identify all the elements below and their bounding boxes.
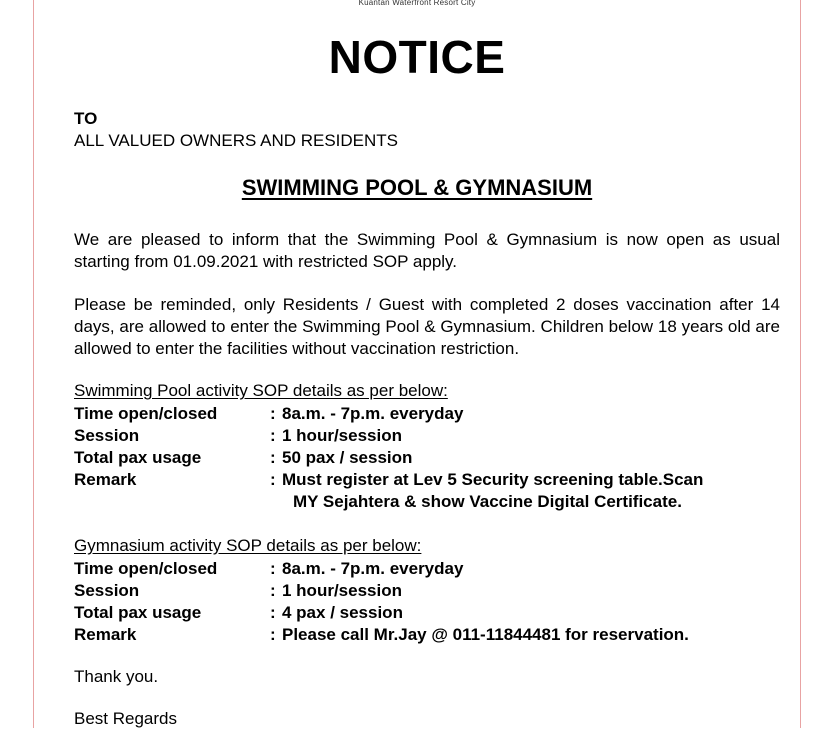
sop-row [74,558,794,580]
sop-row [74,624,794,646]
sop-value: 50 pax / session [282,448,413,467]
sop-colon: : [270,581,276,600]
sop-value: 4 pax / session [282,603,403,622]
paragraph-open-announcement: We are pleased to inform that the Swimming Pool & Gymnasium is now open as usual starting from 01.09.2021 with restricted SOP apply. [74,230,780,271]
sop-row [74,447,794,469]
to-label: TO [74,109,98,128]
sop-value: 8a.m. - 7p.m. everyday [282,404,464,423]
pool-sop-heading: Swimming Pool activity SOP details as per below: [74,381,448,400]
sop-label: Time open/closed [74,404,218,423]
sop-colon: : [270,625,276,644]
sop-label: Session [74,581,140,600]
sop-colon: : [270,559,276,578]
sop-value: 1 hour/session [282,426,402,445]
sop-row [74,580,794,602]
sop-label: Remark [74,625,137,644]
letterhead-subtitle: Kuantan Waterfront Resort City [358,0,476,7]
sop-value-multiline [282,469,794,513]
closing-regards: Best Regards [74,709,177,728]
sop-label: Remark [74,470,137,489]
gym-sop-list [74,558,794,646]
recipients: ALL VALUED OWNERS AND RESIDENTS [74,131,399,150]
pool-sop-list [74,403,794,513]
sop-value: 1 hour/session [282,581,402,600]
subject-heading [0,175,834,201]
subject-text: SWIMMING POOL & GYMNASIUM [241,175,593,200]
gym-sop-heading: Gymnasium activity SOP details as per below: [74,536,422,555]
sop-colon: : [270,448,276,467]
sop-value-line: Must register at Lev 5 Security screening table.Scan [282,470,704,489]
sop-label: Total pax usage [74,603,202,622]
sop-value-line-continued: MY Sejahtera & show Vaccine Digital Certificate. [293,492,682,511]
sop-label: Time open/closed [74,559,218,578]
sop-row [74,469,794,513]
sop-row [74,602,794,624]
sop-label: Total pax usage [74,448,202,467]
sop-value: 8a.m. - 7p.m. everyday [282,559,464,578]
paragraph-vaccination-reminder: Please be reminded, only Residents / Guest with completed 2 doses vaccination after 14 days, are allowed to enter the Swimming Pool & Gymnasium. Children below 18 years old are allowed to enter the facilities without vaccination restriction. [74,295,780,358]
sop-colon: : [270,603,276,622]
sop-colon: : [270,426,276,445]
sop-colon: : [270,470,276,489]
closing-thanks: Thank you. [74,667,159,686]
sop-value: Please call Mr.Jay @ 011-11844481 for reservation. [282,625,689,644]
sop-row [74,403,794,425]
sop-row [74,425,794,447]
sop-label: Session [74,426,140,445]
sop-colon: : [270,404,276,423]
notice-title: NOTICE [328,31,506,83]
